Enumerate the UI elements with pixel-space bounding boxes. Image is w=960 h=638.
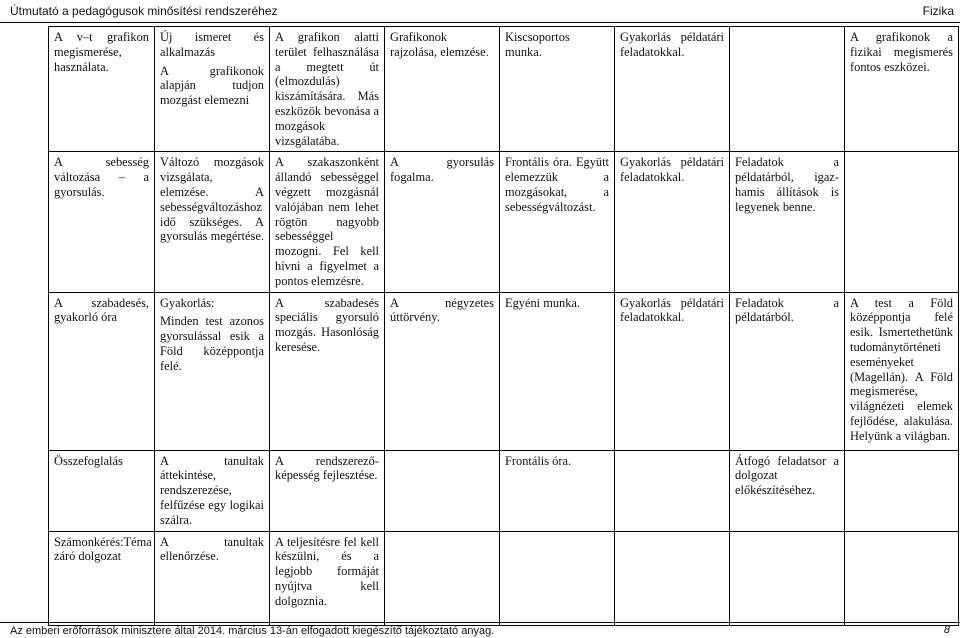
table-row	[49, 152, 959, 292]
table-cell	[500, 152, 615, 292]
cell-text: A tanultak ellenőrzése.	[160, 534, 264, 564]
table-cell	[155, 450, 270, 531]
table-cell	[155, 27, 270, 152]
cell-text: A szabadesés speciális gyorsuló mozgás. Hasonlóság keresése.	[275, 295, 379, 354]
cell-text: A tanultak áttekintése, rendszerezése, felfűzése egy logikai szálra.	[160, 453, 264, 527]
table-cell	[500, 27, 615, 152]
cell-text: Grafikonok rajzolása, elemzése.	[390, 30, 489, 59]
cell-text: Összefoglalás	[54, 453, 123, 468]
table-cell	[730, 27, 845, 152]
table-cell	[385, 450, 500, 531]
table-cell	[845, 531, 959, 625]
table-cell	[49, 152, 155, 292]
table-cell	[845, 292, 959, 450]
cell-text: Gyakorlás példatári feladatokkal.	[620, 30, 724, 59]
table-cell	[730, 152, 845, 292]
table-cell	[730, 450, 845, 531]
table-cell	[155, 531, 270, 625]
cell-text: A rendszerező-képesség fejlesztése.	[275, 453, 379, 483]
table-cell	[270, 450, 385, 531]
cell-text: A szabadesés, gyakorló óra	[54, 295, 149, 325]
cell-text: Egyéni munka.	[505, 295, 581, 310]
table-cell	[385, 292, 500, 450]
table-cell	[730, 292, 845, 450]
table-cell	[730, 531, 845, 625]
cell-text: A v–t grafikon megismerése, használata.	[54, 30, 149, 74]
table-cell	[270, 531, 385, 625]
cell-text: Átfogó feladatsor a dolgozat előkészítéséhez.	[735, 453, 839, 498]
cell-text: Számonkérés:Téma záró dolgozat	[54, 534, 152, 564]
cell-text: A teljesítésre fel kell készülni, és a legjobb formáját nyújtva kell dolgoznia.	[275, 534, 379, 608]
cell-text: Frontális óra. Együtt elemezzük a mozgásokat, a sebességváltozást.	[505, 155, 609, 214]
table-cell	[385, 531, 500, 625]
page-number: 8	[943, 624, 950, 636]
header-title: Útmutató a pedagógusok minősítési rendszeréhez	[10, 4, 278, 18]
cell-text: A test a Föld középpontja felé esik. Ismertethetünk tudománytörténeti eseményeket (Magellán). A Föld megismerése, világnézeti elemek fejlődése, alakulása. Helyünk a világban.	[850, 295, 953, 443]
table-cell	[155, 292, 270, 450]
cell-text: A gyorsulás fogalma.	[390, 155, 494, 185]
page-header	[0, 0, 960, 23]
table-row	[49, 27, 959, 152]
page-footer	[0, 622, 960, 638]
table-cell	[845, 152, 959, 292]
table-cell	[615, 531, 730, 625]
cell-text: A szakaszonként állandó sebességgel végzett mozgásnál valójában nem lehet rögtön nagyobb sebességgel mozogni. Fel kell hívni a figyelmet a pontos elemzésre.	[275, 155, 379, 288]
table-cell	[49, 531, 155, 625]
table-cell	[49, 27, 155, 152]
cell-text: Új ismeret és alkalmazás	[160, 30, 264, 59]
cell-text: Feladatok a példatárból, igaz-hamis állítások is legyenek benne.	[735, 155, 839, 214]
table-cell	[615, 27, 730, 152]
cell-text: A grafikon alatti terület felhasználása a megtett út (elmozdulás) kiszámítására. Más eszközök bevonása a mozgások vizsgálatába.	[275, 30, 379, 148]
cell-text: Feladatok a példatárból.	[735, 295, 839, 325]
table-cell	[500, 450, 615, 531]
cell-text: Minden test azonos gyorsulással esik a Föld középpontja felé.	[160, 314, 264, 373]
table-cell	[615, 450, 730, 531]
cell-text: Gyakorlás:	[160, 295, 215, 310]
footer-note: Az emberi erőforrások minisztere által 2014. március 13-án elfogadott kiegészítő tájékoztató anyag.	[10, 625, 495, 637]
table-cell	[500, 531, 615, 625]
cell-text: A négyzetes úttörvény.	[390, 295, 494, 325]
header-subject: Fizika	[922, 4, 954, 18]
lesson-plan-table	[48, 26, 959, 626]
table-row	[49, 450, 959, 531]
table-row	[49, 292, 959, 450]
table-cell	[385, 27, 500, 152]
cell-text: Gyakorlás példatári feladatokkal.	[620, 295, 724, 325]
cell-text: Gyakorlás példatári feladatokkal.	[620, 155, 724, 185]
table-cell	[500, 292, 615, 450]
table-cell	[615, 152, 730, 292]
table-cell	[845, 450, 959, 531]
table-cell	[270, 292, 385, 450]
cell-text: A sebesség változása – a gyorsulás.	[54, 155, 149, 199]
table-cell	[385, 152, 500, 292]
cell-text: Kiscsoportos munka.	[505, 30, 570, 59]
table-row	[49, 531, 959, 625]
table-cell	[845, 27, 959, 152]
cell-text: Változó mozgások vizsgálata, elemzése. A sebességváltozáshoz idő szükséges. A gyorsulás megértése.	[160, 155, 264, 244]
table-cell	[615, 292, 730, 450]
table-cell	[49, 292, 155, 450]
table-cell	[155, 152, 270, 292]
table-cell	[49, 450, 155, 531]
table-cell	[270, 27, 385, 152]
cell-text: A grafikonok alapján tudjon mozgást elemezni	[160, 63, 264, 108]
cell-text: Frontális óra.	[505, 453, 572, 468]
table-cell	[270, 152, 385, 292]
cell-text: A grafikonok a fizikai megismerés fontos eszközei.	[850, 30, 953, 74]
